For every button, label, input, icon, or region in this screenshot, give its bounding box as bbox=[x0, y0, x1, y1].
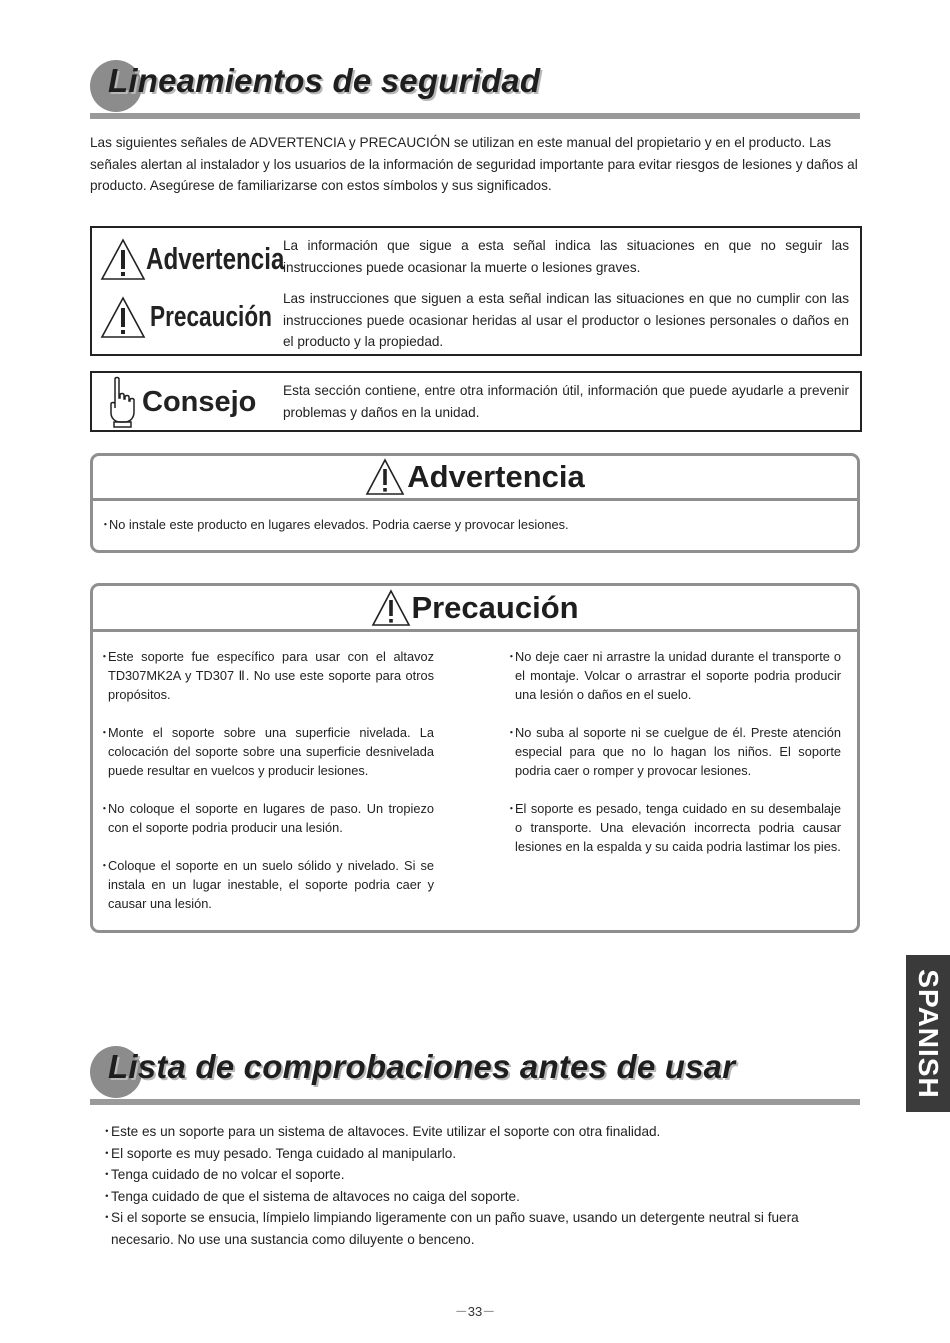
legend-text-advertencia: La información que sigue a esta señal indica las situaciones en que no seguir las instrucciones puede ocasionar la muerte o lesiones graves. bbox=[283, 238, 849, 275]
tip-legend-box bbox=[90, 371, 862, 432]
heading-rule bbox=[90, 113, 860, 119]
section-heading-safety bbox=[90, 52, 860, 122]
legend-symbol-consejo bbox=[106, 375, 256, 429]
checklist bbox=[100, 1121, 860, 1250]
list-item bbox=[98, 647, 434, 704]
bullet-mark: ・ bbox=[505, 725, 518, 740]
caution-right-column bbox=[505, 647, 841, 856]
caution-item-text: Monte el soporte sobre una superficie nivelada. La colocación del soporte sobre una superficie desnivelada puede resultar en vuelcos y producir lesiones. bbox=[108, 725, 434, 778]
legend-text-consejo: Esta sección contiene, entre otra información útil, información que puede ayudarle a prevenir problemas y daños en la unidad. bbox=[283, 383, 849, 420]
bullet-mark: ・ bbox=[100, 1145, 114, 1161]
warning-item-text: No instale este producto en lugares elevados. Podria caerse y provocar lesiones. bbox=[109, 517, 569, 532]
caution-item-text: El soporte es pesado, tenga cuidado en su desembalaje o transporte. Una elevación incorrecta podria causar lesiones en la espalda y su caida podria lastimar los pies. bbox=[515, 801, 841, 854]
warning-panel bbox=[90, 453, 860, 553]
list-item bbox=[100, 1207, 860, 1250]
list-item bbox=[505, 799, 841, 856]
caution-left-column bbox=[98, 647, 434, 913]
bullet-mark: ・ bbox=[98, 858, 111, 873]
warning-item-list bbox=[99, 515, 839, 534]
caution-panel-title: Precaución bbox=[411, 589, 579, 625]
section-title: Lista de comprobaciones antes de usar bbox=[108, 1048, 736, 1085]
caution-item-text: No suba al soporte ni se cuelgue de él. Preste atención especial para que no lo hagan los niños. El soporte podria caer o romper y provocar lesiones. bbox=[515, 725, 841, 778]
warning-panel-title: Advertencia bbox=[407, 459, 585, 494]
bullet-mark: ・ bbox=[98, 725, 111, 740]
caution-panel-header bbox=[93, 586, 857, 632]
bullet-mark: ・ bbox=[505, 649, 518, 664]
bullet-mark: ・ bbox=[100, 1188, 114, 1204]
checklist-item-text: Tenga cuidado de que el sistema de altavoces no caiga del soporte. bbox=[111, 1188, 520, 1204]
list-item bbox=[98, 856, 434, 913]
checklist-item-text: Tenga cuidado de no volcar el soporte. bbox=[111, 1167, 345, 1182]
warning-triangle-icon bbox=[365, 458, 405, 496]
caution-item-text: Este soporte fue específico para usar con el altavoz TD307MK2A y TD307 Ⅱ. No use este soporte para otros propósitos. bbox=[108, 649, 434, 702]
list-item bbox=[505, 647, 841, 704]
list-item bbox=[100, 1121, 860, 1143]
checklist-item-text: Si el soporte se ensucia, límpielo limpiando ligeramente con un paño suave, usando un detergente neutral si fuera necesario. No use una sustancia como diluyente o benceno. bbox=[111, 1210, 799, 1247]
pointing-hand-icon bbox=[106, 376, 138, 428]
list-item bbox=[100, 1143, 860, 1165]
list-item bbox=[99, 515, 839, 534]
caution-item-text: No deje caer ni arrastre la unidad durante el transporte o el montaje. Volcar o arrastrar el soporte podria producir una lesión o daños en el suelo. bbox=[515, 649, 841, 702]
page-number: －33－ bbox=[454, 1304, 496, 1319]
bullet-mark: ・ bbox=[98, 649, 111, 664]
legend-text-precaucion: Las instrucciones que siguen a esta señal indican las situaciones en que no cumplir con las instrucciones puede ocasionar heridas al usar el productor o lesiones personales o daños en el producto y la propiedad. bbox=[283, 291, 849, 349]
legend-label-advertencia: Advertencia bbox=[146, 241, 285, 276]
warning-triangle-icon bbox=[100, 237, 146, 281]
caution-item-text: Coloque el soporte en un suelo sólido y nivelado. Si se instala en un lugar inestable, el soporte podria caer y causar una lesión. bbox=[108, 858, 434, 911]
bullet-mark: ・ bbox=[98, 801, 111, 816]
language-tab-label: SPANISH bbox=[913, 968, 944, 1099]
list-item bbox=[98, 799, 434, 837]
bullet-mark: ・ bbox=[99, 517, 112, 532]
caution-panel bbox=[90, 583, 860, 933]
bullet-mark: ・ bbox=[100, 1167, 114, 1182]
bullet-mark: ・ bbox=[505, 801, 518, 816]
legend-symbol-precaucion bbox=[100, 292, 306, 342]
list-item bbox=[100, 1164, 860, 1186]
section-heading-checklist bbox=[90, 1038, 860, 1108]
caution-triangle-icon bbox=[371, 589, 411, 627]
language-tab bbox=[906, 955, 950, 1112]
intro-paragraph: Las siguientes señales de ADVERTENCIA y PRECAUCIÓN se utilizan en este manual del propietario y en el producto. Las señales alertan al instalador y los usuarios de la información de seguridad importante para evitar riesgos de lesiones y daños al producto. Asegúrese de familiarizarse con estos símbolos y sus significados. bbox=[90, 135, 858, 193]
legend-label-precaucion: Precaución bbox=[150, 300, 272, 333]
list-item bbox=[100, 1186, 860, 1208]
caution-item-text: No coloque el soporte en lugares de paso. Un tropiezo con el soporte podria producir una lesión. bbox=[108, 801, 434, 835]
page-title: Lineamientos de seguridad bbox=[108, 62, 541, 99]
bullet-mark: ・ bbox=[100, 1210, 114, 1225]
symbols-legend-box bbox=[90, 226, 862, 356]
list-item bbox=[505, 723, 841, 780]
bullet-mark: ・ bbox=[100, 1124, 114, 1139]
warning-panel-header bbox=[93, 456, 857, 501]
checklist-item-text: Este es un soporte para un sistema de altavoces. Evite utilizar el soporte con otra finalidad. bbox=[111, 1124, 661, 1139]
heading-rule bbox=[90, 1099, 860, 1105]
checklist-item-text: El soporte es muy pesado. Tenga cuidado al manipularlo. bbox=[111, 1145, 457, 1161]
caution-triangle-icon bbox=[100, 295, 146, 339]
list-item bbox=[98, 723, 434, 780]
legend-label-consejo: Consejo bbox=[142, 385, 257, 418]
